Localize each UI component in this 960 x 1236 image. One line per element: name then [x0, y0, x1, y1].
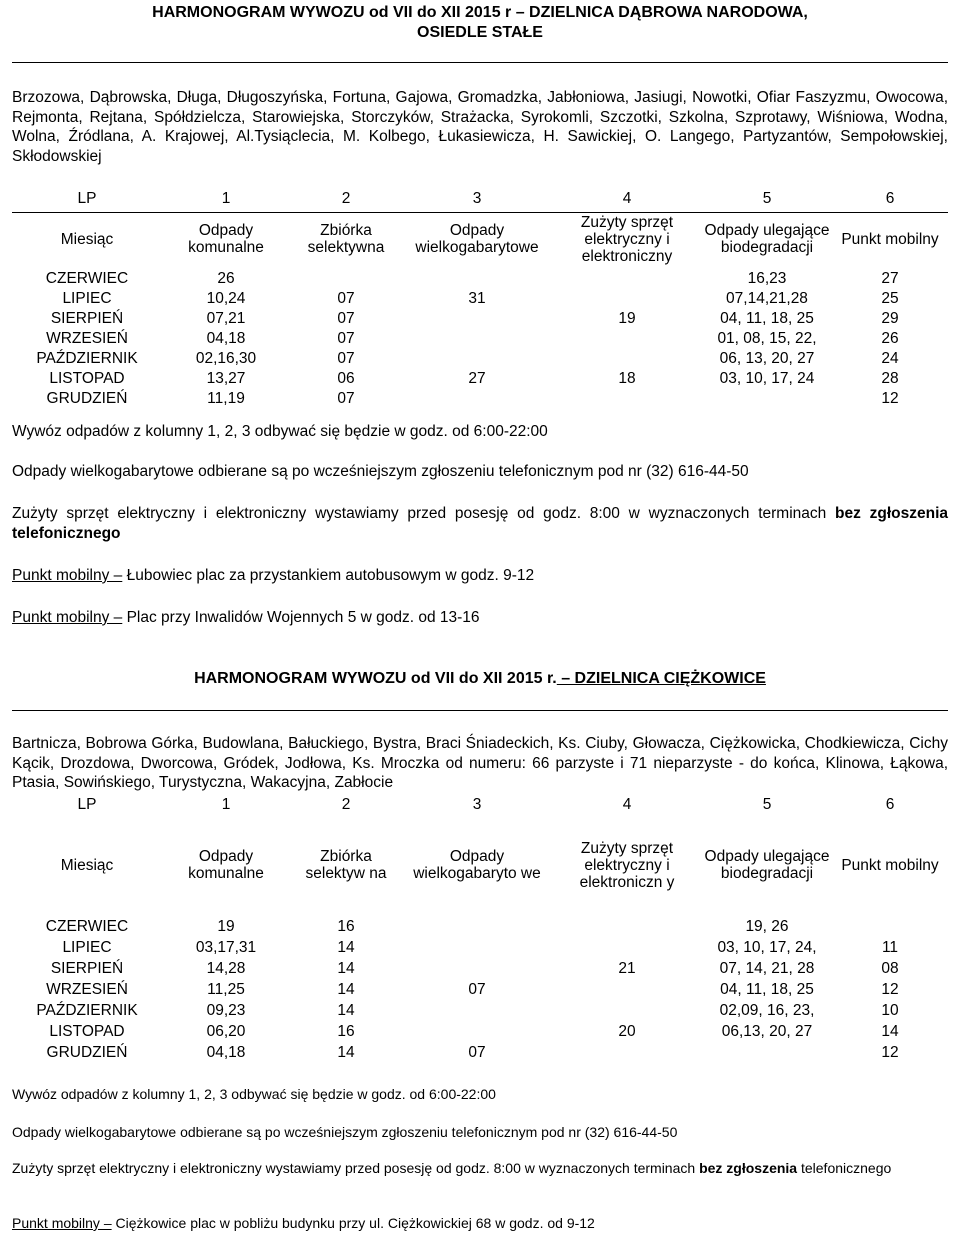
- table-row: [12, 328, 948, 348]
- section2-streets: Bartnicza, Bobrowa Górka, Budowlana, Bałuckiego, Bystra, Braci Śniadeckich, Ks. Ciuby, Głowacza, Ciężkowicka, Chodkiewicza, Cichy Kącik, Drozdowa, Dworcowa, Gródek, Jodłowa, Ks. Mroczka od numeru: 66 parzyste i 71 nieparzyste - do końca, Klinowa, Łąkowa, Ptasia, Sowińskiego, Turystyczna, Wakacyjna, Zabłocie: [12, 735, 948, 791]
- table-cell: 26: [881, 329, 899, 347]
- section1-note-electronics: [12, 504, 948, 543]
- table-cell: [552, 348, 702, 368]
- table-cell: 03,17,31: [195, 939, 257, 956]
- section1-schedule-table: [12, 186, 948, 408]
- mobile-point-label: Punkt mobilny –: [12, 567, 123, 584]
- table-cell: [552, 1042, 702, 1063]
- table-row: [12, 958, 948, 979]
- month-cell: PAŹDZIERNIK: [36, 1002, 138, 1019]
- table-cell: 11,25: [207, 981, 245, 998]
- col-number: 3: [472, 795, 482, 813]
- month-cell: SIERPIEŃ: [50, 309, 124, 327]
- table-cell: 04, 11, 18, 25: [720, 981, 814, 998]
- section1-number-row: [12, 186, 948, 210]
- column-header: Miesiąc: [60, 230, 114, 248]
- table-cell: 02,16,30: [195, 349, 257, 367]
- table-cell: 27: [881, 269, 899, 287]
- table-cell: 04,18: [206, 329, 246, 347]
- table-cell: 07, 14, 21, 28: [719, 960, 815, 977]
- column-header: Zużyty sprzęt elektryczny i elektroniczny: [580, 213, 674, 265]
- section1-note-mobile-point-2: [12, 608, 948, 628]
- col-number: 5: [762, 189, 772, 207]
- table-cell: 10: [881, 1002, 899, 1019]
- month-cell: SIERPIEŃ: [50, 960, 124, 977]
- mobile-point-label: Punkt mobilny –: [12, 1215, 112, 1231]
- note-electronics-bold: bez zgłoszenia telefonicznego: [12, 505, 948, 542]
- section1-note-bulky: Odpady wielkogabarytowe odbierane są po wcześniejszym zgłoszeniu telefonicznym pod nr (32) 616-44-50: [12, 463, 749, 480]
- table-cell: [552, 388, 702, 408]
- table-cell: 07: [337, 289, 355, 307]
- month-cell: LIPIEC: [62, 939, 112, 956]
- table-cell: 08: [881, 960, 899, 977]
- table-cell: 10,24: [206, 289, 246, 307]
- col-number: 5: [762, 795, 772, 813]
- column-header: Zbiórka selektyw na: [305, 848, 387, 882]
- table-cell: 20: [618, 1023, 636, 1040]
- table-cell: [402, 268, 552, 288]
- table-cell: 14,28: [206, 960, 246, 977]
- note-electronics-text: Zużyty sprzęt elektryczny i elektroniczny wystawiamy przed posesję od godz. 8:00 w wyznaczonych terminach: [12, 1160, 696, 1176]
- table-cell: 29: [881, 309, 899, 327]
- table-cell: 02,09, 16, 23,: [719, 1002, 815, 1019]
- table-cell: 21: [618, 960, 636, 977]
- mobile-point-text: Łubowiec plac za przystankiem autobusowym w godz. 9-12: [122, 567, 535, 584]
- table-cell: 07: [337, 389, 355, 407]
- table-row: [12, 937, 948, 958]
- month-cell: LIPIEC: [62, 289, 112, 307]
- table-cell: 14: [337, 939, 355, 956]
- table-cell: 27: [468, 369, 486, 387]
- section2-note-mobile-point: [12, 1215, 948, 1232]
- col-number: 4: [622, 189, 632, 207]
- table-cell: 03, 10, 17, 24,: [717, 939, 817, 956]
- table-cell: 06, 13, 20, 27: [719, 349, 815, 367]
- col-number: 2: [341, 795, 351, 813]
- month-cell: LISTOPAD: [49, 1023, 125, 1040]
- section1-title-line1: HARMONOGRAM WYWOZU od VII do XII 2015 r – DZIELNICA DĄBROWA NARODOWA,: [152, 4, 808, 21]
- table-cell: 19, 26: [745, 918, 789, 935]
- table-cell: [702, 1042, 832, 1063]
- table-cell: [552, 288, 702, 308]
- table-row: [12, 1021, 948, 1042]
- table-row: [12, 388, 948, 408]
- col-number: 4: [622, 795, 632, 813]
- table-row: [12, 1000, 948, 1021]
- month-cell: CZERWIEC: [45, 918, 129, 935]
- section2-note-electronics: [12, 1160, 948, 1177]
- table-row: [12, 979, 948, 1000]
- table-cell: 14: [337, 1002, 355, 1019]
- table-cell: [402, 308, 552, 328]
- lp-header: LP: [77, 189, 97, 207]
- month-cell: LISTOPAD: [49, 369, 125, 387]
- table-cell: [552, 328, 702, 348]
- table-cell: 12: [881, 389, 899, 407]
- table-cell: [552, 979, 702, 1000]
- column-header: Odpady wielkogabaryto we: [413, 848, 541, 882]
- table-cell: [402, 1000, 552, 1021]
- section2-top-divider: [12, 710, 948, 711]
- month-cell: WRZESIEŃ: [46, 329, 128, 347]
- column-header: Punkt mobilny: [841, 230, 939, 248]
- table-cell: 16: [337, 1023, 355, 1040]
- table-cell: 19: [217, 918, 235, 935]
- table-cell: 12: [881, 1044, 899, 1061]
- section2-title-main: HARMONOGRAM WYWOZU od VII do XII 2015 r.: [194, 670, 557, 687]
- table-cell: 16: [337, 918, 355, 935]
- mobile-point-label: Punkt mobilny –: [12, 609, 123, 626]
- table-cell: 19: [618, 309, 636, 327]
- table-cell: 07,14,21,28: [726, 289, 808, 307]
- table-cell: 14: [337, 981, 355, 998]
- column-header: Punkt mobilny: [841, 856, 939, 874]
- table-row: [12, 268, 948, 288]
- table-cell: 11,19: [207, 389, 245, 407]
- table-cell: [552, 268, 702, 288]
- section2-number-row: [12, 794, 948, 814]
- table-cell: 14: [337, 1044, 355, 1061]
- table-cell: 24: [881, 349, 899, 367]
- table-cell: [552, 1000, 702, 1021]
- table-cell: 03, 10, 17, 24: [719, 369, 815, 387]
- note-electronics-bold: bez zgłoszenia: [699, 1160, 798, 1176]
- table-cell: 18: [618, 369, 636, 387]
- col-number: 1: [221, 795, 231, 813]
- table-cell: 04, 11, 18, 25: [720, 309, 814, 327]
- month-cell: PAŹDZIERNIK: [36, 349, 138, 367]
- col-number: 6: [885, 189, 895, 207]
- table-row: [12, 916, 948, 937]
- column-header: Odpady wielkogabarytowe: [415, 222, 539, 256]
- table-row: [12, 308, 948, 328]
- table-cell: [552, 916, 702, 937]
- column-header: Zużyty sprzęt elektryczny i elektroniczn y: [579, 839, 675, 891]
- table-cell: [702, 388, 832, 408]
- section2-note-bulky: Odpady wielkogabarytowe odbierane są po wcześniejszym zgłoszeniu telefonicznym pod nr (32) 616-44-50: [12, 1124, 678, 1140]
- table-cell: 13,27: [206, 369, 246, 387]
- table-cell: [402, 937, 552, 958]
- table-cell: [402, 328, 552, 348]
- column-header: Zbiórka selektywna: [307, 222, 385, 256]
- table-cell: [402, 1021, 552, 1042]
- table-row: [12, 368, 948, 388]
- table-cell: 12: [881, 981, 899, 998]
- mobile-point-text: Ciężkowice plac w pobliżu budynku przy ul. Ciężkowickiej 68 w godz. od 9-12: [111, 1215, 595, 1231]
- table-cell: 07: [337, 309, 355, 327]
- table-cell: 07: [468, 1044, 486, 1061]
- section2-header-row: [12, 814, 948, 916]
- table-cell: 11: [881, 939, 899, 956]
- table-cell: [402, 958, 552, 979]
- table-cell: 31: [468, 289, 486, 307]
- section2-title-district: – DZIELNICA CIĘŻKOWICE: [556, 670, 766, 687]
- section2-schedule-table: [12, 794, 948, 1063]
- column-header: Miesiąc: [60, 856, 114, 874]
- col-number: 2: [341, 189, 351, 207]
- month-cell: GRUDZIEŃ: [46, 389, 128, 407]
- section1-note-hours: Wywóz odpadów z kolumny 1, 2, 3 odbywać się będzie w godz. od 6:00-22:00: [12, 423, 548, 440]
- table-cell: 16,23: [747, 269, 787, 287]
- table-cell: 06,20: [206, 1023, 246, 1040]
- table-cell: [832, 916, 948, 937]
- section1-header-row: [12, 210, 948, 268]
- table-cell: [552, 937, 702, 958]
- month-cell: WRZESIEŃ: [46, 981, 128, 998]
- section2-title: [0, 668, 960, 690]
- table-cell: [402, 916, 552, 937]
- table-cell: [402, 388, 552, 408]
- table-cell: 06: [337, 369, 355, 387]
- section2-note-hours: Wywóz odpadów z kolumny 1, 2, 3 odbywać się będzie w godz. od 6:00-22:00: [12, 1086, 496, 1102]
- table-cell: [290, 268, 402, 288]
- table-cell: 14: [881, 1023, 899, 1040]
- mobile-point-text: Plac przy Inwalidów Wojennych 5 w godz. od 13-16: [122, 609, 480, 626]
- table-cell: 25: [881, 289, 899, 307]
- section1-title-line2: OSIEDLE STAŁE: [417, 24, 543, 41]
- lp-header: LP: [77, 795, 97, 813]
- table-cell: 26: [217, 269, 235, 287]
- table-cell: 07,21: [206, 309, 246, 327]
- section1-note-mobile-point-1: [12, 566, 948, 586]
- table-cell: 07: [468, 981, 486, 998]
- table-cell: 01, 08, 15, 22,: [717, 329, 817, 347]
- table-cell: 09,23: [206, 1002, 246, 1019]
- table-row: [12, 288, 948, 308]
- col-number: 3: [472, 189, 482, 207]
- table-cell: 06,13, 20, 27: [721, 1023, 813, 1040]
- month-cell: CZERWIEC: [45, 269, 129, 287]
- month-cell: GRUDZIEŃ: [46, 1044, 128, 1061]
- table-cell: 07: [337, 349, 355, 367]
- table-row: [12, 348, 948, 368]
- column-header: Odpady ulegające biodegradacji: [704, 222, 830, 256]
- section1-streets: Brzozowa, Dąbrowska, Długa, Długoszyńska, Fortuna, Gajowa, Gromadzka, Jabłoniowa, Jasiugi, Nowotki, Ofiar Faszyzmu, Owocowa, Rejmonta, Rejtana, Spółdzielcza, Starowiejska, Storczyków, Strażacka, Syrokomli, Szczotki, Szkolna, Szprotawy, Wiśniowa, Wodna, Wolna, Źródlana, A. Krajowej, Al.Tysiąclecia, M. Kolbego, Łukasiewicza, H. Sawickiej, O. Langego, Partyzantów, Sempołowskiej, Skłodowskiej: [12, 89, 948, 165]
- table-cell: 04,18: [206, 1044, 246, 1061]
- table-cell: [402, 348, 552, 368]
- note-electronics-text: Zużyty sprzęt elektryczny i elektroniczny wystawiamy przed posesję od godz. 8:00 w wyznaczonych terminach: [12, 505, 827, 522]
- column-header: Odpady komunalne: [188, 222, 264, 256]
- table-cell: 14: [337, 960, 355, 977]
- section1-top-divider: [12, 62, 948, 63]
- col-number: 1: [221, 189, 231, 207]
- table-cell: 07: [337, 329, 355, 347]
- note-electronics-tail: telefonicznego: [800, 1160, 892, 1176]
- table-cell: 28: [881, 369, 899, 387]
- table-row: [12, 1042, 948, 1063]
- column-header: Odpady komunalne: [188, 848, 264, 882]
- col-number: 6: [885, 795, 895, 813]
- column-header: Odpady ulegające biodegradacji: [704, 848, 830, 882]
